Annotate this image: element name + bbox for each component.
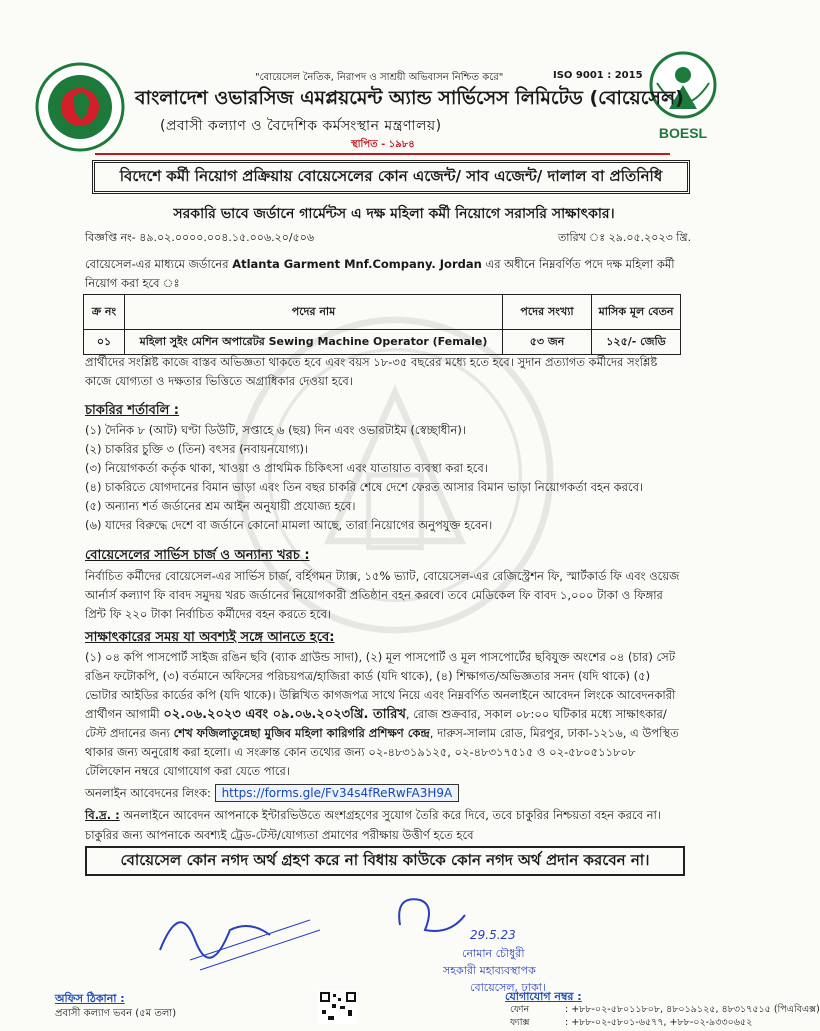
- documents-text-1: (১) ০৪ কপি পাসপোর্ট সাইজ রঙিন ছবি (ব্যাক গ্রাউন্ড সাদা), (২) মূল পাসপোর্ট ও মূল পাসপোর্টের ছবিযুক্ত অংশের ০৪ (চার) সেট রঙিন ফটোকপি, (৩) বর্তমানে অফিসের পরিচয়পত্র/হাজিরা কার্ড (যদি থাকে), (৪) শিক্ষাগত/অভিজ্ঞতার সনদ (যদি থাকে) (৫) ভোটার আইডির কার্ডের কপি (যদি থাকে)। উল্লিখিত কাগজপত্র সাথে নিয়ে এবং নিম্নবর্ণিত অনলাইনে আবেদন লিংকে আবেদনকারী প্রার্থীগন আগামী: [85, 650, 676, 721]
- header-divider: [95, 153, 670, 155]
- cell-post-count: ৫৩ জন: [503, 330, 592, 355]
- memo-number: বিজ্ঞপ্তি নং- ৪৯.০২.০০০০.০০৪.১৫.০০৬.২০/৫০৬: [85, 231, 315, 244]
- col-serial: ক্র নং: [84, 295, 125, 330]
- signer-name: নোমান চৌধুরী: [462, 947, 525, 960]
- phone-numbers: : +৮৮-০২-৫৮০১১৮০৮, ৪৮০১৯১২৫, ৪৮৩১৭৫১৫ (পিএবিএক্স): [565, 1004, 820, 1015]
- fax-label: ফ্যাক্স: [510, 1017, 530, 1028]
- interview-venue: শেখ ফজিলাতুন্নেছা মুজিব মহিলা কারিগরি প্রশিক্ষণ কেন্দ্র: [173, 726, 430, 740]
- signer-designation: সহকারী মহাব্যবস্থাপক: [443, 964, 536, 977]
- cell-serial: ০১: [84, 330, 125, 355]
- nb-label: বি.দ্র. :: [85, 808, 120, 822]
- documents-paragraph: [85, 648, 685, 781]
- intro-text-before: বোয়েসেল-এর মাধ্যমে জর্ডানের: [85, 257, 233, 271]
- col-salary: মাসিক মূল বেতন: [592, 295, 681, 330]
- list-item: (৫) অন্যান্য শর্ত জর্ডানের শ্রম আইন অনুযায়ী প্রযোজ্য হবে।: [85, 499, 356, 513]
- col-post-count: পদের সংখ্যা: [503, 295, 592, 330]
- nb-text: অনলাইনে আবেদন আপনাকে ইন্টারভিউতে অংশগ্রহণের সুযোগ তৈরি করে দিবে, তবে চাকুরির নিশ্চয়তা বহন করবে না।: [119, 808, 661, 822]
- documents-text-3: , দারুস-সালাম রোড, মিরপুর, ঢাকা-১২১৬, এ উপস্থিত থাকার জন্য অনুরোধ করা হলো। এ সংক্রান্ত কোন তথ্যের জন্য ০২-৪৮৩১৯১২৫, ০২-৪৮৩১৭৫১৫ ও ০২-৫৮০৫১১৮০৮ টেলিফোন নম্বরে যোগাযোগ করা যেতে পারে।: [85, 726, 679, 778]
- fax-numbers: : +৮৮-০২-৫৮০১-৬৫৭৭, +৮৮-০২-৯৩৩০৬৫২: [565, 1017, 753, 1028]
- list-item: (১) দৈনিক ৮ (আট) ঘণ্টা ডিউটি, সপ্তাহে ৬ (ছয়) দিন এবং ওভারটাইম (স্বেচ্ছাধীন)।: [85, 423, 466, 437]
- charges-paragraph: নির্বাচিত কর্মীদের বোয়েসেল-এর সার্ভিস চার্জ, বর্হিগমন ট্যাক্স, ১৫% ভ্যাট, বোয়েসেল-এর রেজিস্ট্রেশন ফি, স্মার্টকার্ড ফি এবং ওয়েজ আর্নার্স কল্যাণ ফি বাবদ সমুদয় খরচ জর্ডানের নিয়োগকারী প্রতিষ্ঠান বহন করবে। তবে মেডিকেল ফি বাবদ ১,০০০ টাকা ও ফিঙ্গার প্রিন্ট ফি ২২০ টাকা নির্বাচিত কর্মীদের বহন করতে হবে।: [85, 569, 680, 621]
- cell-salary: ১২৫/- জেডি: [592, 330, 681, 355]
- list-item: (৩) নিয়োগকর্তা কর্তৃক থাকা, খাওয়া ও প্রাথমিক চিকিৎসা এবং যাতায়াত ব্যবস্থা করা হবে।: [85, 461, 488, 475]
- office-address: প্রবাসী কল্যাণ ভবন (৫ম তলা): [55, 1008, 177, 1019]
- online-application-row: [85, 784, 459, 804]
- documents-text-2: , রোজ শুক্রবার, সকাল ০৮:০০ ঘটিকার মধ্যে সাক্ষাৎকার/টেস্ট প্রদানের জন্য: [85, 707, 667, 740]
- cell-post-name: মহিলা সুইং মেশিন অপারেটর Sewing Machine Operator (Female): [125, 330, 503, 355]
- interview-dates: ০২.০৬.২০২৩ এবং ০৯.০৬.২০২৩খ্রি. তারিখ: [163, 707, 406, 722]
- terms-list: [85, 421, 685, 535]
- iso-certification: ISO 9001 : 2015: [553, 70, 643, 81]
- government-seal-logo: [35, 62, 125, 152]
- phone-label: ফোন: [510, 1004, 530, 1015]
- header-motto: "বোয়েসেল নৈতিক, নিরাপদ ও সাশ্রয়ী অভিবাসন নিশ্চিত করে": [255, 72, 504, 83]
- trade-test-note: চাকুরির জন্য আপনাকে অবশ্যই ট্রেড-টেস্ট/যোগ্যতা প্রমাণের পরীক্ষায় উত্তীর্ণ হতে হবে: [85, 828, 474, 842]
- list-item: (২) চাকরির চুক্তি ৩ (তিন) বৎসর (নবায়নযোগ্য)।: [85, 442, 309, 456]
- employer-company: Atlanta Garment Mnf.Company. Jordan: [232, 257, 482, 271]
- vacancy-table: [83, 294, 681, 355]
- eligibility-note: প্রার্থীদের সংশ্লিষ্ট কাজে বাস্তব অভিজ্ঞতা থাকতে হবে এবং বয়স ১৮-৩৫ বছরের মধ্যে হতে হবে। সুদান প্রত্যাগত কর্মীদের সংশ্লিষ্ট কাজে যোগ্যতা ও দক্ষতার ভিত্তিতে অগ্রাধিকার দেওয়া হবে।: [85, 355, 658, 388]
- intro-paragraph: [85, 255, 685, 293]
- no-cash-notice-box: বোয়েসেল কোন নগদ অর্থ গ্রহণ করে না বিধায় কাউকে কোন নগদ অর্থ প্রদান করবেন না।: [85, 846, 685, 876]
- documents-heading: সাক্ষাৎকারের সময় যা অবশ্যই সঙ্গে আনতে হবে:: [85, 630, 335, 645]
- fax-row: [510, 1016, 752, 1031]
- office-address-heading: অফিস ঠিকানা :: [55, 992, 125, 1005]
- qr-code-icon: [318, 990, 358, 1024]
- table-header-row: [84, 295, 681, 330]
- notice-subtitle: সরকারি ভাবে জর্ডানে গার্মেন্টস এ দক্ষ মহিলা কর্মী নিয়োগে সরাসরি সাক্ষাৎকার।: [173, 206, 615, 222]
- col-post-name: পদের নাম: [125, 295, 503, 330]
- application-form-link[interactable]: https://forms.gle/Fv34s4fReRwFA3H9A: [215, 784, 460, 802]
- contact-heading: যোগাযোগ নম্বর :: [505, 990, 582, 1003]
- ministry-name: (প্রবাসী কল্যাণ ও বৈদেশিক কর্মসংস্থান মন্ত্রণালয়): [160, 118, 442, 134]
- table-row: [84, 330, 681, 355]
- terms-heading: চাকরির শর্তাবলি :: [85, 403, 180, 418]
- boesl-logo-text: BOESL: [658, 125, 708, 141]
- nb-note: [85, 806, 685, 825]
- established-year: স্থাপিত - ১৯৮৪: [351, 139, 415, 150]
- online-link-label: অনলাইন আবেদনের লিংক:: [85, 786, 211, 800]
- list-item: (৬) যাদের বিরুদ্ধে দেশে বা জর্ডানে কোনো মামলা আছে, তারা নিয়োগের অনুপযুক্ত হবেন।: [85, 518, 493, 532]
- list-item: (৪) চাকরিতে যোগদানের বিমান ভাড়া এবং তিন বছর চাকরি শেষে দেশে ফেরত আসার বিমান ভাড়া নিয়োগকর্তা বহন করবে।: [85, 480, 644, 494]
- intro-text-after: এর অধীনে নিম্নবর্ণিত পদে দক্ষ মহিলা কর্মী নিয়োগ করা হবে ঃ: [85, 257, 675, 290]
- organization-name: বাংলাদেশ ওভারসিজ এমপ্লয়মেন্ট অ্যান্ড সার্ভিসেস লিমিটেড (বোয়েসেল): [135, 87, 684, 109]
- charges-heading: বোয়েসেলের সার্ভিস চার্জ ও অন্যান্য খরচ :: [85, 548, 310, 563]
- left-signature-stamp: [150, 890, 330, 980]
- notice-date: তারিখ ঃ ২৯.০৫.২০২৩ খ্রি.: [558, 231, 692, 244]
- signature-date: 29.5.23: [470, 928, 516, 942]
- signer-organization: বোয়েসেল, ঢাকা।: [470, 981, 546, 994]
- warning-title-box: বিদেশে কর্মী নিয়োগ প্রক্রিয়ায় বোয়েসেলের কোন এজেন্ট/ সাব এজেন্ট/ দালাল বা প্রতিনিধি: [92, 160, 690, 194]
